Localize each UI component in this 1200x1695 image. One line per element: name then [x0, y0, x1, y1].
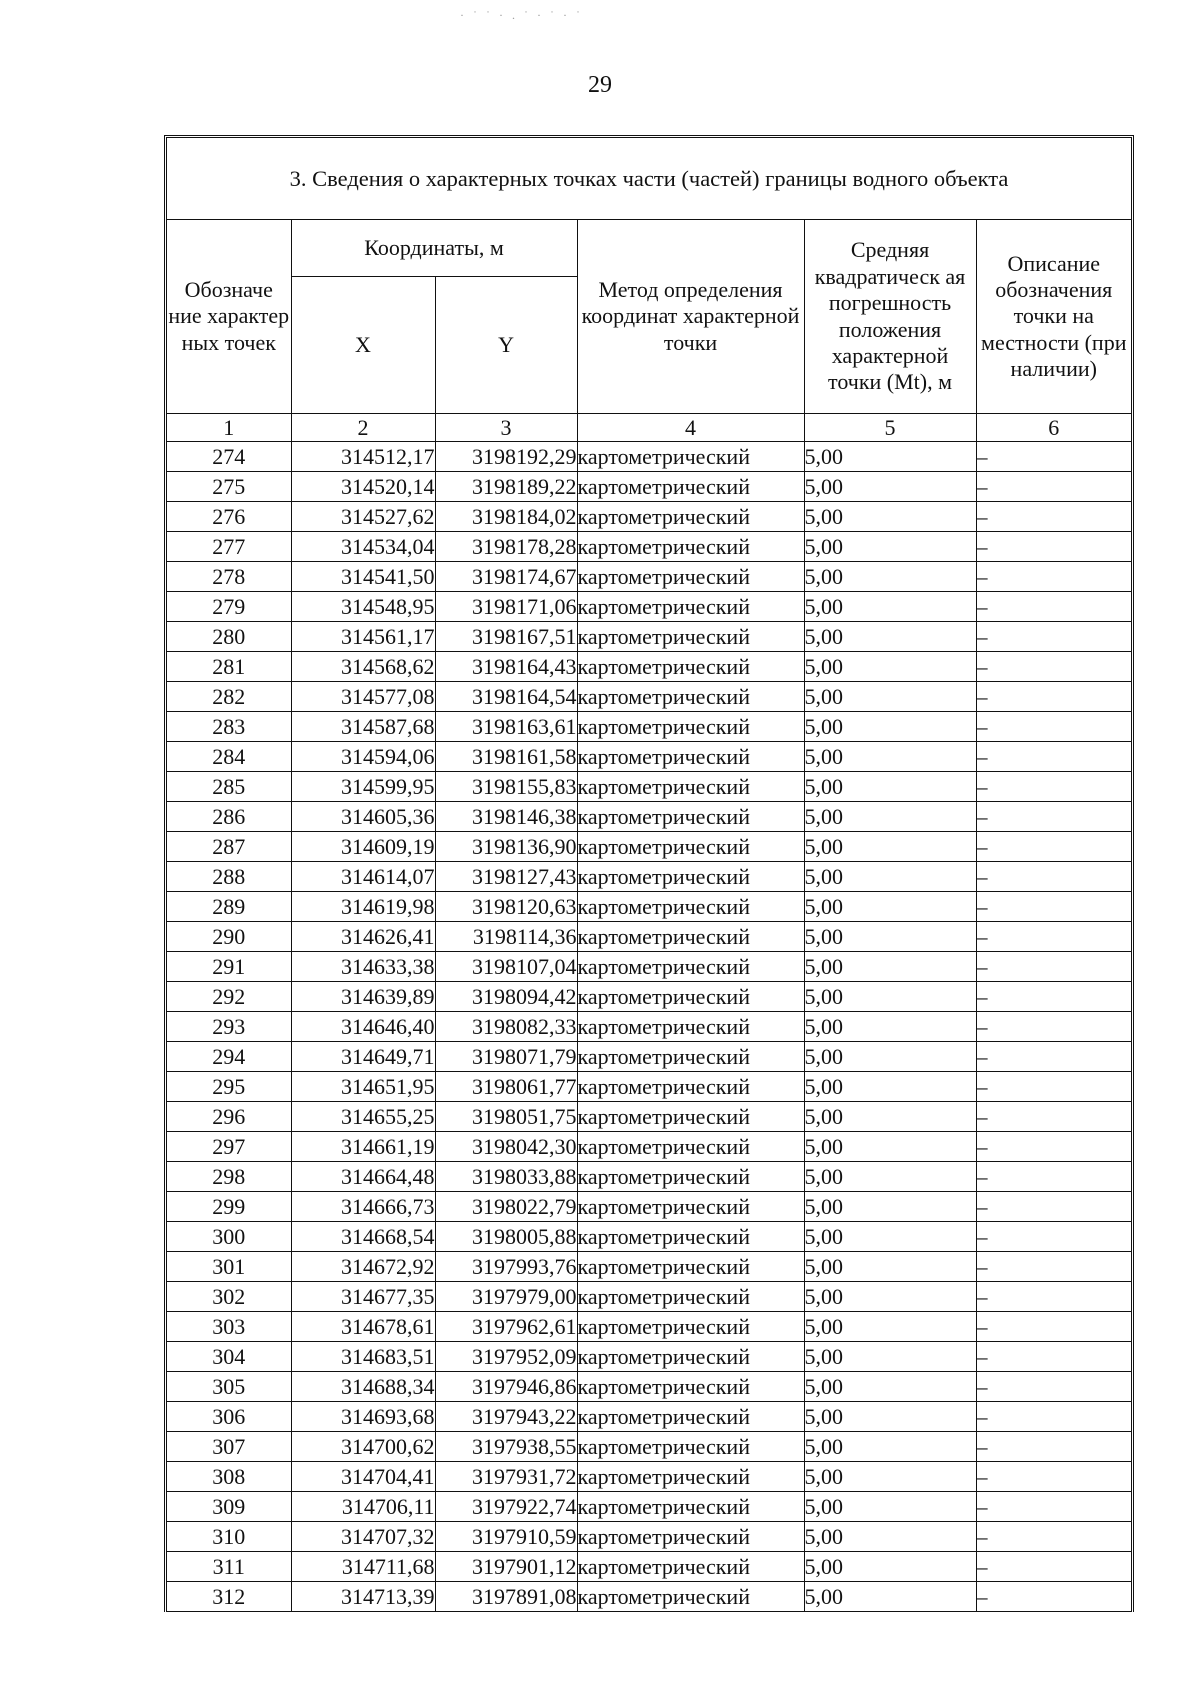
table-row — [167, 892, 1131, 922]
y-coordinate-cell: 3197979,00 — [435, 1282, 577, 1312]
method-cell: картометрический — [577, 472, 804, 502]
table-row — [167, 832, 1131, 862]
error-cell: 5,00 — [804, 802, 976, 832]
column-number: 6 — [976, 414, 1131, 442]
point-id-cell: 302 — [167, 1282, 291, 1312]
point-id-cell: 284 — [167, 742, 291, 772]
method-cell: картометрический — [577, 922, 804, 952]
method-cell: картометрический — [577, 622, 804, 652]
header-error: Средняя квадратическ ая погрешность положения характерной точки (Mt), м — [804, 220, 976, 414]
x-coordinate-cell: 314577,08 — [291, 682, 435, 712]
error-cell: 5,00 — [804, 472, 976, 502]
x-coordinate-cell: 314664,48 — [291, 1162, 435, 1192]
error-cell: 5,00 — [804, 772, 976, 802]
y-coordinate-cell: 3197931,72 — [435, 1462, 577, 1492]
method-cell: картометрический — [577, 1102, 804, 1132]
table-row — [167, 1522, 1131, 1552]
method-cell: картометрический — [577, 652, 804, 682]
method-cell: картометрический — [577, 1372, 804, 1402]
y-coordinate-cell: 3197901,12 — [435, 1552, 577, 1582]
method-cell: картометрический — [577, 1012, 804, 1042]
description-cell: – — [976, 1552, 1131, 1582]
description-cell: – — [976, 712, 1131, 742]
y-coordinate-cell: 3198127,43 — [435, 862, 577, 892]
point-id-cell: 294 — [167, 1042, 291, 1072]
y-coordinate-cell: 3198171,06 — [435, 592, 577, 622]
y-coordinate-cell: 3198167,51 — [435, 622, 577, 652]
description-cell: – — [976, 592, 1131, 622]
y-coordinate-cell: 3198136,90 — [435, 832, 577, 862]
y-coordinate-cell: 3198189,22 — [435, 472, 577, 502]
table-row — [167, 1222, 1131, 1252]
table-row — [167, 1012, 1131, 1042]
header-y: Y — [435, 277, 577, 414]
error-cell: 5,00 — [804, 1132, 976, 1162]
description-cell: – — [976, 1192, 1131, 1222]
error-cell: 5,00 — [804, 562, 976, 592]
table-row — [167, 1492, 1131, 1522]
error-cell: 5,00 — [804, 1102, 976, 1132]
description-cell: – — [976, 442, 1131, 472]
point-id-cell: 299 — [167, 1192, 291, 1222]
description-cell: – — [976, 1102, 1131, 1132]
x-coordinate-cell: 314649,71 — [291, 1042, 435, 1072]
x-coordinate-cell: 314633,38 — [291, 952, 435, 982]
table-row — [167, 1132, 1131, 1162]
description-cell: – — [976, 1162, 1131, 1192]
method-cell: картометрический — [577, 802, 804, 832]
point-id-cell: 276 — [167, 502, 291, 532]
description-cell: – — [976, 742, 1131, 772]
y-coordinate-cell: 3198022,79 — [435, 1192, 577, 1222]
method-cell: картометрический — [577, 1492, 804, 1522]
error-cell: 5,00 — [804, 1162, 976, 1192]
column-numbers-row — [167, 414, 1131, 442]
point-id-cell: 290 — [167, 922, 291, 952]
table-row — [167, 1042, 1131, 1072]
method-cell: картометрический — [577, 562, 804, 592]
description-cell: – — [976, 952, 1131, 982]
error-cell: 5,00 — [804, 1222, 976, 1252]
table-row — [167, 1282, 1131, 1312]
point-id-cell: 295 — [167, 1072, 291, 1102]
description-cell: – — [976, 652, 1131, 682]
point-id-cell: 286 — [167, 802, 291, 832]
table-row — [167, 442, 1131, 472]
x-coordinate-cell: 314704,41 — [291, 1462, 435, 1492]
description-cell: – — [976, 1402, 1131, 1432]
description-cell: – — [976, 1492, 1131, 1522]
method-cell: картометрический — [577, 1132, 804, 1162]
section-title: 3. Сведения о характерных точках части (частей) границы водного объекта — [167, 138, 1131, 220]
table-row — [167, 652, 1131, 682]
error-cell: 5,00 — [804, 712, 976, 742]
y-coordinate-cell: 3198061,77 — [435, 1072, 577, 1102]
method-cell: картометрический — [577, 1162, 804, 1192]
point-id-cell: 306 — [167, 1402, 291, 1432]
method-cell: картометрический — [577, 1522, 804, 1552]
y-coordinate-cell: 3197938,55 — [435, 1432, 577, 1462]
y-coordinate-cell: 3198033,88 — [435, 1162, 577, 1192]
header-coordinates: Координаты, м — [291, 220, 577, 277]
error-cell: 5,00 — [804, 952, 976, 982]
error-cell: 5,00 — [804, 1582, 976, 1612]
y-coordinate-cell: 3198155,83 — [435, 772, 577, 802]
point-id-cell: 277 — [167, 532, 291, 562]
error-cell: 5,00 — [804, 1402, 976, 1432]
x-coordinate-cell: 314520,14 — [291, 472, 435, 502]
x-coordinate-cell: 314683,51 — [291, 1342, 435, 1372]
description-cell: – — [976, 1042, 1131, 1072]
description-cell: – — [976, 1342, 1131, 1372]
point-id-cell: 281 — [167, 652, 291, 682]
table-row — [167, 1372, 1131, 1402]
x-coordinate-cell: 314707,32 — [291, 1522, 435, 1552]
description-cell: – — [976, 832, 1131, 862]
point-id-cell: 275 — [167, 472, 291, 502]
column-number: 2 — [291, 414, 435, 442]
y-coordinate-cell: 3197993,76 — [435, 1252, 577, 1282]
table-row — [167, 1402, 1131, 1432]
table-row — [167, 1162, 1131, 1192]
y-coordinate-cell: 3197946,86 — [435, 1372, 577, 1402]
x-coordinate-cell: 314711,68 — [291, 1552, 435, 1582]
y-coordinate-cell: 3198005,88 — [435, 1222, 577, 1252]
method-cell: картометрический — [577, 1222, 804, 1252]
y-coordinate-cell: 3198174,67 — [435, 562, 577, 592]
method-cell: картометрический — [577, 1042, 804, 1072]
point-id-cell: 300 — [167, 1222, 291, 1252]
method-cell: картометрический — [577, 832, 804, 862]
description-cell: – — [976, 862, 1131, 892]
description-cell: – — [976, 1372, 1131, 1402]
description-cell: – — [976, 1072, 1131, 1102]
method-cell: картометрический — [577, 742, 804, 772]
header-method: Метод определения координат характерной точки — [577, 220, 804, 414]
error-cell: 5,00 — [804, 922, 976, 952]
method-cell: картометрический — [577, 532, 804, 562]
error-cell: 5,00 — [804, 1492, 976, 1522]
point-id-cell: 296 — [167, 1102, 291, 1132]
error-cell: 5,00 — [804, 1042, 976, 1072]
table-row — [167, 532, 1131, 562]
point-id-cell: 285 — [167, 772, 291, 802]
point-id-cell: 303 — [167, 1312, 291, 1342]
table-row — [167, 952, 1131, 982]
method-cell: картометрический — [577, 1432, 804, 1462]
method-cell: картометрический — [577, 1552, 804, 1582]
y-coordinate-cell: 3198094,42 — [435, 982, 577, 1012]
method-cell: картометрический — [577, 862, 804, 892]
table-row — [167, 1432, 1131, 1462]
point-id-cell: 288 — [167, 862, 291, 892]
y-coordinate-cell: 3198192,29 — [435, 442, 577, 472]
table-row — [167, 1462, 1131, 1492]
error-cell: 5,00 — [804, 532, 976, 562]
description-cell: – — [976, 562, 1131, 592]
point-id-cell: 283 — [167, 712, 291, 742]
error-cell: 5,00 — [804, 682, 976, 712]
x-coordinate-cell: 314700,62 — [291, 1432, 435, 1462]
header-description: Описание обозначения точки на местности (при наличии) — [976, 220, 1131, 414]
header-x: X — [291, 277, 435, 414]
method-cell: картометрический — [577, 1582, 804, 1612]
error-cell: 5,00 — [804, 592, 976, 622]
error-cell: 5,00 — [804, 1012, 976, 1042]
method-cell: картометрический — [577, 772, 804, 802]
table-row — [167, 742, 1131, 772]
boundary-points-table — [167, 220, 1131, 1612]
y-coordinate-cell: 3197922,74 — [435, 1492, 577, 1522]
point-id-cell: 310 — [167, 1522, 291, 1552]
x-coordinate-cell: 314599,95 — [291, 772, 435, 802]
y-coordinate-cell: 3198114,36 — [435, 922, 577, 952]
page-number: 29 — [588, 72, 612, 98]
table-row — [167, 1102, 1131, 1132]
error-cell: 5,00 — [804, 1372, 976, 1402]
y-coordinate-cell: 3197952,09 — [435, 1342, 577, 1372]
table-row — [167, 862, 1131, 892]
table-row — [167, 1582, 1131, 1612]
point-id-cell: 279 — [167, 592, 291, 622]
error-cell: 5,00 — [804, 862, 976, 892]
x-coordinate-cell: 314668,54 — [291, 1222, 435, 1252]
method-cell: картометрический — [577, 1072, 804, 1102]
method-cell: картометрический — [577, 682, 804, 712]
x-coordinate-cell: 314534,04 — [291, 532, 435, 562]
point-id-cell: 298 — [167, 1162, 291, 1192]
method-cell: картометрический — [577, 1312, 804, 1342]
point-id-cell: 309 — [167, 1492, 291, 1522]
x-coordinate-cell: 314587,68 — [291, 712, 435, 742]
x-coordinate-cell: 314605,36 — [291, 802, 435, 832]
method-cell: картометрический — [577, 892, 804, 922]
x-coordinate-cell: 314609,19 — [291, 832, 435, 862]
x-coordinate-cell: 314678,61 — [291, 1312, 435, 1342]
x-coordinate-cell: 314666,73 — [291, 1192, 435, 1222]
scan-artifact: · ˙ ˙ · . ˙ · ˙ · ˙ — [460, 8, 583, 22]
method-cell: картометрический — [577, 1282, 804, 1312]
table-row — [167, 1342, 1131, 1372]
x-coordinate-cell: 314713,39 — [291, 1582, 435, 1612]
y-coordinate-cell: 3198161,58 — [435, 742, 577, 772]
y-coordinate-cell: 3198163,61 — [435, 712, 577, 742]
table-row — [167, 982, 1131, 1012]
y-coordinate-cell: 3198120,63 — [435, 892, 577, 922]
method-cell: картометрический — [577, 502, 804, 532]
method-cell: картометрический — [577, 442, 804, 472]
table-row — [167, 1192, 1131, 1222]
description-cell: – — [976, 532, 1131, 562]
y-coordinate-cell: 3198107,04 — [435, 952, 577, 982]
method-cell: картометрический — [577, 1342, 804, 1372]
table-row — [167, 1252, 1131, 1282]
column-number: 5 — [804, 414, 976, 442]
description-cell: – — [976, 1222, 1131, 1252]
y-coordinate-cell: 3198082,33 — [435, 1012, 577, 1042]
description-cell: – — [976, 1522, 1131, 1552]
error-cell: 5,00 — [804, 1192, 976, 1222]
table-row — [167, 1552, 1131, 1582]
method-cell: картометрический — [577, 1252, 804, 1282]
column-number: 4 — [577, 414, 804, 442]
error-cell: 5,00 — [804, 1522, 976, 1552]
error-cell: 5,00 — [804, 1552, 976, 1582]
error-cell: 5,00 — [804, 892, 976, 922]
x-coordinate-cell: 314661,19 — [291, 1132, 435, 1162]
table-row — [167, 622, 1131, 652]
description-cell: – — [976, 622, 1131, 652]
table-row — [167, 472, 1131, 502]
table-row — [167, 562, 1131, 592]
point-id-cell: 304 — [167, 1342, 291, 1372]
description-cell: – — [976, 472, 1131, 502]
x-coordinate-cell: 314619,98 — [291, 892, 435, 922]
x-coordinate-cell: 314548,95 — [291, 592, 435, 622]
method-cell: картометрический — [577, 952, 804, 982]
error-cell: 5,00 — [804, 832, 976, 862]
table-row — [167, 712, 1131, 742]
error-cell: 5,00 — [804, 1282, 976, 1312]
error-cell: 5,00 — [804, 982, 976, 1012]
table-row — [167, 592, 1131, 622]
y-coordinate-cell: 3198051,75 — [435, 1102, 577, 1132]
point-id-cell: 312 — [167, 1582, 291, 1612]
x-coordinate-cell: 314561,17 — [291, 622, 435, 652]
column-number: 1 — [167, 414, 291, 442]
description-cell: – — [976, 1132, 1131, 1162]
method-cell: картометрический — [577, 1462, 804, 1492]
point-id-cell: 274 — [167, 442, 291, 472]
method-cell: картометрический — [577, 592, 804, 622]
x-coordinate-cell: 314672,92 — [291, 1252, 435, 1282]
error-cell: 5,00 — [804, 1462, 976, 1492]
point-id-cell: 301 — [167, 1252, 291, 1282]
y-coordinate-cell: 3198146,38 — [435, 802, 577, 832]
header-designation: Обозначе ние характер ных точек — [167, 220, 291, 414]
description-cell: – — [976, 922, 1131, 952]
point-id-cell: 278 — [167, 562, 291, 592]
table-row — [167, 682, 1131, 712]
x-coordinate-cell: 314512,17 — [291, 442, 435, 472]
x-coordinate-cell: 314626,41 — [291, 922, 435, 952]
error-cell: 5,00 — [804, 502, 976, 532]
description-cell: – — [976, 502, 1131, 532]
error-cell: 5,00 — [804, 622, 976, 652]
x-coordinate-cell: 314639,89 — [291, 982, 435, 1012]
x-coordinate-cell: 314614,07 — [291, 862, 435, 892]
points-table-frame — [164, 135, 1134, 1612]
x-coordinate-cell: 314541,50 — [291, 562, 435, 592]
description-cell: – — [976, 772, 1131, 802]
y-coordinate-cell: 3197943,22 — [435, 1402, 577, 1432]
x-coordinate-cell: 314677,35 — [291, 1282, 435, 1312]
point-id-cell: 289 — [167, 892, 291, 922]
error-cell: 5,00 — [804, 652, 976, 682]
column-number: 3 — [435, 414, 577, 442]
y-coordinate-cell: 3198164,54 — [435, 682, 577, 712]
description-cell: – — [976, 1432, 1131, 1462]
error-cell: 5,00 — [804, 1312, 976, 1342]
x-coordinate-cell: 314706,11 — [291, 1492, 435, 1522]
method-cell: картометрический — [577, 1192, 804, 1222]
table-row — [167, 1072, 1131, 1102]
description-cell: – — [976, 1462, 1131, 1492]
y-coordinate-cell: 3198184,02 — [435, 502, 577, 532]
method-cell: картометрический — [577, 1402, 804, 1432]
method-cell: картометрический — [577, 982, 804, 1012]
table-row — [167, 802, 1131, 832]
point-id-cell: 293 — [167, 1012, 291, 1042]
error-cell: 5,00 — [804, 1072, 976, 1102]
description-cell: – — [976, 1312, 1131, 1342]
table-row — [167, 772, 1131, 802]
y-coordinate-cell: 3198071,79 — [435, 1042, 577, 1072]
x-coordinate-cell: 314646,40 — [291, 1012, 435, 1042]
error-cell: 5,00 — [804, 742, 976, 772]
description-cell: – — [976, 802, 1131, 832]
point-id-cell: 297 — [167, 1132, 291, 1162]
y-coordinate-cell: 3197891,08 — [435, 1582, 577, 1612]
table-row — [167, 502, 1131, 532]
point-id-cell: 280 — [167, 622, 291, 652]
x-coordinate-cell: 314693,68 — [291, 1402, 435, 1432]
table-row — [167, 1312, 1131, 1342]
method-cell: картометрический — [577, 712, 804, 742]
table-row — [167, 922, 1131, 952]
y-coordinate-cell: 3198178,28 — [435, 532, 577, 562]
description-cell: – — [976, 682, 1131, 712]
point-id-cell: 311 — [167, 1552, 291, 1582]
x-coordinate-cell: 314655,25 — [291, 1102, 435, 1132]
description-cell: – — [976, 1282, 1131, 1312]
description-cell: – — [976, 1252, 1131, 1282]
y-coordinate-cell: 3197910,59 — [435, 1522, 577, 1552]
point-id-cell: 282 — [167, 682, 291, 712]
point-id-cell: 308 — [167, 1462, 291, 1492]
error-cell: 5,00 — [804, 1342, 976, 1372]
description-cell: – — [976, 892, 1131, 922]
x-coordinate-cell: 314594,06 — [291, 742, 435, 772]
x-coordinate-cell: 314527,62 — [291, 502, 435, 532]
point-id-cell: 292 — [167, 982, 291, 1012]
x-coordinate-cell: 314688,34 — [291, 1372, 435, 1402]
error-cell: 5,00 — [804, 1432, 976, 1462]
x-coordinate-cell: 314568,62 — [291, 652, 435, 682]
point-id-cell: 287 — [167, 832, 291, 862]
point-id-cell: 291 — [167, 952, 291, 982]
error-cell: 5,00 — [804, 442, 976, 472]
description-cell: – — [976, 1582, 1131, 1612]
description-cell: – — [976, 1012, 1131, 1042]
y-coordinate-cell: 3198164,43 — [435, 652, 577, 682]
point-id-cell: 305 — [167, 1372, 291, 1402]
description-cell: – — [976, 982, 1131, 1012]
error-cell: 5,00 — [804, 1252, 976, 1282]
table-body — [167, 442, 1131, 1612]
point-id-cell: 307 — [167, 1432, 291, 1462]
y-coordinate-cell: 3197962,61 — [435, 1312, 577, 1342]
x-coordinate-cell: 314651,95 — [291, 1072, 435, 1102]
y-coordinate-cell: 3198042,30 — [435, 1132, 577, 1162]
